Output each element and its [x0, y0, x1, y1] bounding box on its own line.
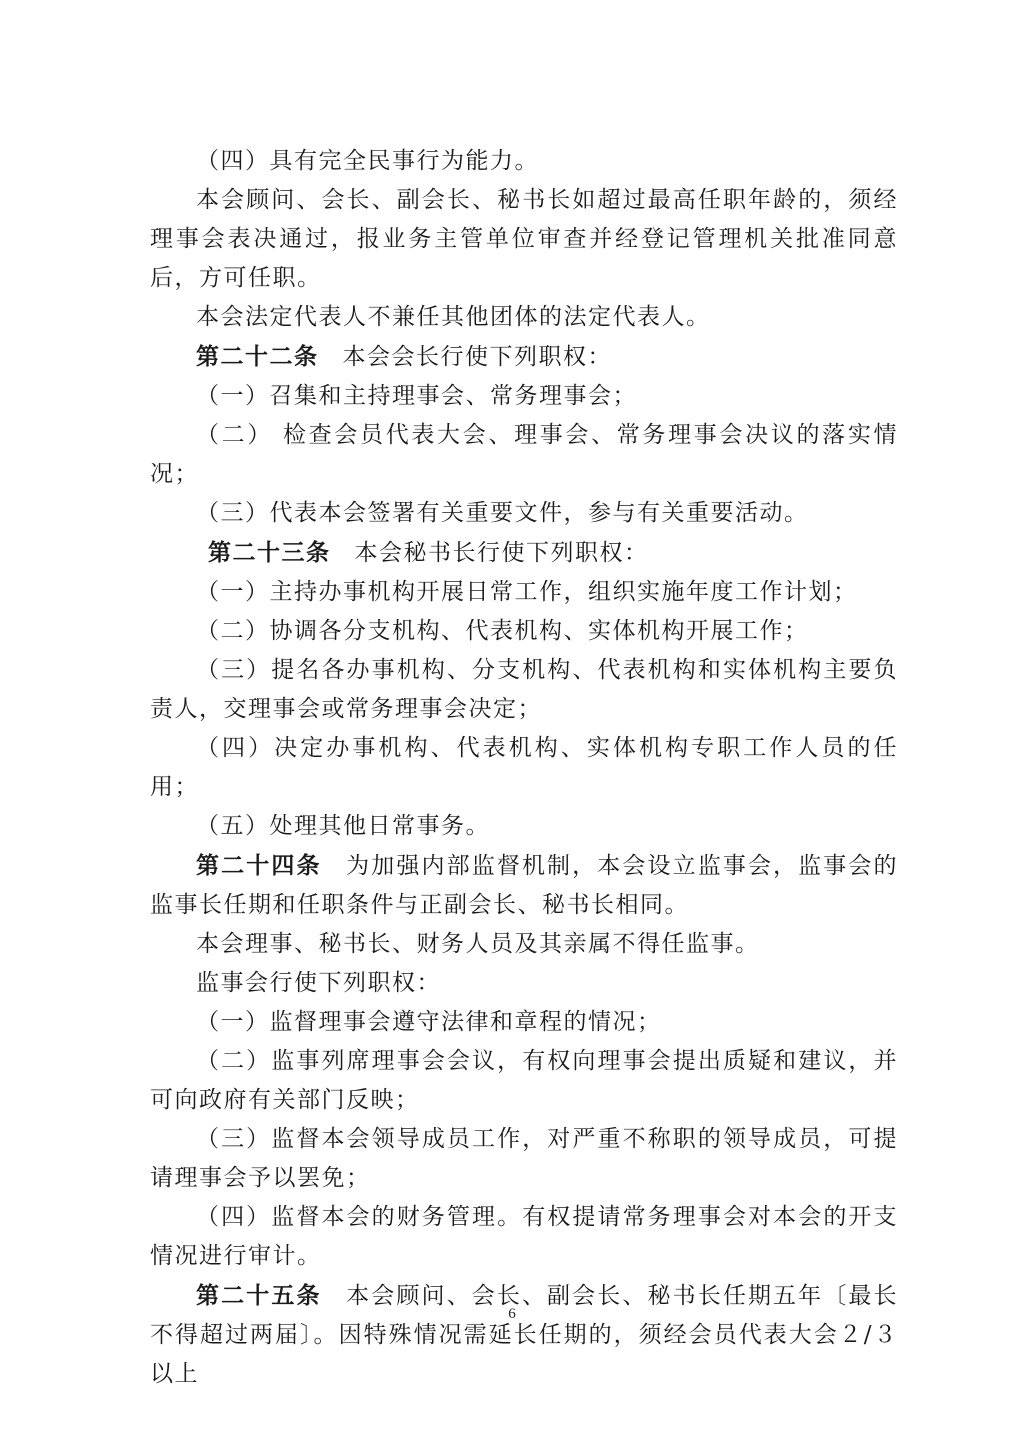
article-24-heading — [150, 846, 898, 925]
article-number: 第二十四条 — [196, 852, 322, 879]
paragraph-text: （三）提名各办事机构、分支机构、代表机构和实体机构主要负责人，交理事会或常务理事会决定； — [150, 657, 898, 722]
paragraph-text: （四）决定办事机构、代表机构、实体机构专职工作人员的任用； — [150, 735, 898, 800]
article-24-item-4 — [150, 1198, 898, 1276]
paragraph-text: 本会顾问、会长、副会长、秘书长任期五年〔最长不得超过两届〕。因特殊情况需延长任期的，须经会员代表大会２/３以上 — [150, 1283, 899, 1387]
paragraph-text: （三）代表本会签署有关重要文件，参与有关重要活动。 — [196, 500, 809, 526]
paragraph-text: 本会法定代表人不兼任其他团体的法定代表人。 — [196, 304, 711, 330]
paragraph-supervisory-powers-intro — [150, 964, 898, 1003]
paragraph-text: 本会会长行使下列职权： — [342, 344, 612, 370]
paragraph-text: （四）监督本会的财务管理。有权提请常务理事会对本会的开支情况进行审计。 — [150, 1204, 898, 1269]
paragraph-text: （二）监事列席理事会会议，有权向理事会提出质疑和建议，并可向政府有关部门反映； — [150, 1048, 898, 1113]
article-22-item-3 — [150, 494, 898, 533]
paragraph-text: （一）召集和主持理事会、常务理事会； — [196, 383, 637, 409]
article-22-heading — [150, 337, 898, 377]
article-23-item-4 — [150, 729, 898, 807]
article-22-item-1 — [150, 377, 898, 416]
article-number: 第二十五条 — [196, 1282, 322, 1309]
article-23-item-5 — [150, 807, 898, 846]
article-number: 第二十二条 — [196, 343, 319, 370]
article-22-item-2 — [150, 416, 898, 494]
paragraph-text: （二） 检查会员代表大会、理事会、常务理事会决议的落实情况； — [150, 422, 898, 487]
paragraph-text: （三）监督本会领导成员工作，对严重不称职的领导成员，可提请理事会予以罢免； — [150, 1126, 898, 1191]
paragraph-text: 本会秘书长行使下列职权： — [354, 540, 649, 566]
article-25-heading — [150, 1276, 898, 1394]
paragraph-text: （四）具有完全民事行为能力。 — [196, 148, 539, 174]
article-number: 第二十三条 — [208, 539, 331, 566]
paragraph-age-exception — [150, 181, 898, 298]
article-24-item-1 — [150, 1003, 898, 1042]
body-text — [150, 142, 898, 1394]
paragraph-text: 本会顾问、会长、副会长、秘书长如超过最高任职年龄的，须经理事会表决通过，报业务主管单位审查并经登记管理机关批准同意后，方可任职。 — [150, 187, 898, 291]
page-number: 6 — [508, 1306, 516, 1322]
article-24-item-3 — [150, 1120, 898, 1198]
article-23-item-2 — [150, 612, 898, 651]
paragraph-text: 为加强内部监督机制，本会设立监事会，监事会的监事长任期和任职条件与正副会长、秘书长相同。 — [150, 853, 899, 918]
article-23-item-3 — [150, 651, 898, 729]
paragraph-text: （五）处理其他日常事务。 — [196, 813, 490, 839]
paragraph-supervisor-restriction — [150, 925, 898, 964]
paragraph-text: （一）主持办事机构开展日常工作，组织实施年度工作计划； — [196, 579, 858, 605]
paragraph-legal-representative — [150, 298, 898, 337]
paragraph-text: （一）监督理事会遵守法律和章程的情况； — [196, 1009, 662, 1035]
article-23-item-1 — [150, 573, 898, 612]
paragraph-text: 本会理事、秘书长、财务人员及其亲属不得任监事。 — [196, 931, 760, 957]
article-24-item-2 — [150, 1042, 898, 1120]
paragraph-capacity-clause — [150, 142, 898, 181]
article-23-heading — [150, 533, 898, 573]
paragraph-text: 监事会行使下列职权： — [196, 970, 441, 996]
paragraph-text: （二）协调各分支机构、代表机构、实体机构开展工作； — [196, 618, 809, 644]
